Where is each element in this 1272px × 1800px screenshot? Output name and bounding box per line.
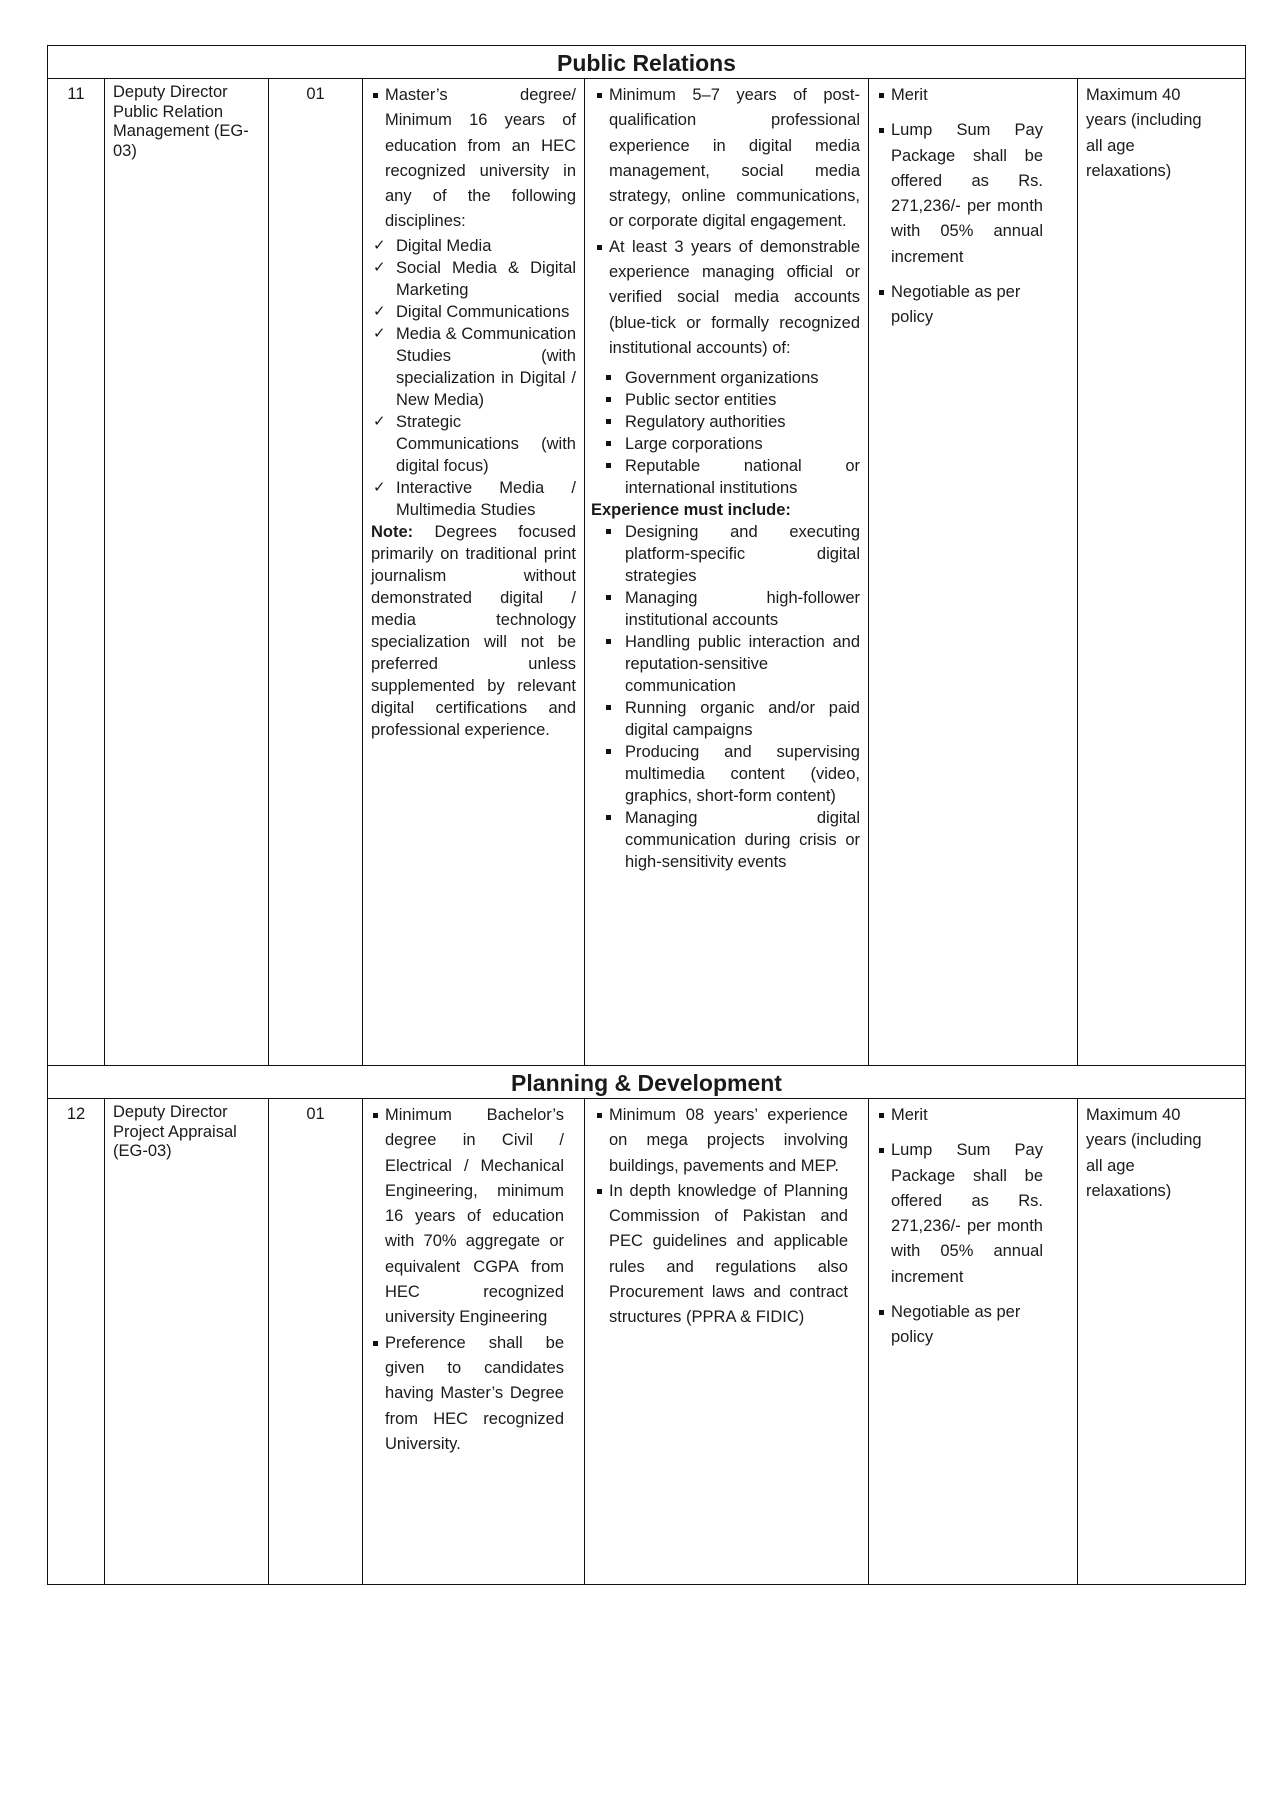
table-row (48, 1099, 1246, 1585)
section-heading-planning-development: Planning & Development (48, 1066, 1246, 1099)
serial-number: 11 (48, 79, 105, 1066)
must-include-item: Producing and supervising multimedia content (video, graphics, short-form content) (595, 741, 860, 807)
must-include-item: Managing high-follower institutional accounts (595, 587, 860, 631)
account-type-item: Government organizations (595, 367, 860, 389)
discipline-item: ✓ Media & Communication Studies (with specialization in Digital / New Media) (371, 323, 576, 411)
discipline-item: ✓ Social Media & Digital Marketing (371, 257, 576, 301)
must-include-item: Running organic and/or paid digital campaigns (595, 697, 860, 741)
note-text: Degrees focused primarily on traditional print journalism without demonstrated digital / media technology specialization will not be preferred unless supplemented by relevant digital certifications and professional experience. (371, 522, 576, 739)
recruitment-list (877, 83, 1069, 331)
must-include-item: Handling public interaction and reputation-sensitive communication (595, 631, 860, 697)
job-vacancies-table (47, 45, 1246, 1585)
qualification-list (371, 1103, 564, 1457)
account-type-item: Regulatory authorities (595, 411, 860, 433)
must-include-item: Managing digital communication during crisis or high-sensitivity events (595, 807, 860, 873)
experience-must-include-label: Experience must include: (591, 501, 791, 520)
recruitment-item: Lump Sum Pay Package shall be offered as Rs. 271,236/- per month with 05% annual increment (877, 118, 1069, 270)
experience-item (595, 235, 860, 499)
recruitment-item: Negotiable as per policy (877, 1300, 1069, 1351)
discipline-list (371, 235, 576, 521)
must-include-list (595, 521, 860, 873)
qualification-cell (363, 79, 585, 1066)
experience-item: Minimum 08 years’ experience on mega projects involving buildings, pavements and MEP. (595, 1103, 848, 1179)
experience-list (595, 83, 860, 499)
experience-item: In depth knowledge of Planning Commission of Pakistan and PEC guidelines and applicable rules and regulations also Procurement laws and contract structures (PPRA & FIDIC) (595, 1179, 848, 1331)
qualification-note (371, 521, 576, 741)
account-type-list (595, 367, 860, 499)
account-type-item: Reputable national or international institutions (595, 455, 860, 499)
experience-cell (585, 1099, 869, 1585)
experience-list (595, 1103, 848, 1331)
age-limit: Maximum 40 years (including all age relaxations) (1078, 1099, 1246, 1585)
discipline-item: ✓ Strategic Communications (with digital focus) (371, 411, 576, 477)
recruitment-item: Negotiable as per policy (877, 280, 1069, 331)
discipline-item: ✓ Digital Communications (371, 301, 576, 323)
experience-cell (585, 79, 869, 1066)
qualification-item: Preference shall be given to candidates having Master’s Degree from HEC recognized University. (371, 1331, 564, 1457)
table-row (48, 79, 1246, 1066)
serial-number: 12 (48, 1099, 105, 1585)
experience-item: Minimum 5–7 years of post-qualification professional experience in digital media management, social media strategy, online communications, or corporate digital engagement. (595, 83, 860, 235)
section-header-row (48, 1066, 1246, 1099)
age-limit: Maximum 40 years (including all age relaxations) (1078, 79, 1246, 1066)
discipline-item: ✓ Interactive Media / Multimedia Studies (371, 477, 576, 521)
section-heading-public-relations: Public Relations (48, 46, 1246, 79)
recruitment-list (877, 1103, 1069, 1351)
qualification-list (371, 83, 576, 235)
recruitment-item: Merit (877, 83, 1069, 108)
qualification-cell (363, 1099, 585, 1585)
account-type-item: Public sector entities (595, 389, 860, 411)
discipline-item: ✓ Digital Media (371, 235, 576, 257)
post-title: Deputy Director Project Appraisal (EG-03) (105, 1099, 269, 1585)
recruitment-cell (869, 79, 1078, 1066)
section-header-row (48, 46, 1246, 79)
experience-item-text: At least 3 years of demonstrable experience managing official or verified social media accounts (blue-tick or formally recognized institutional accounts) of: (609, 237, 860, 357)
account-type-item: Large corporations (595, 433, 860, 455)
post-title: Deputy Director Public Relation Management (EG-03) (105, 79, 269, 1066)
note-label: Note: (371, 522, 414, 541)
qualification-item: Minimum Bachelor’s degree in Civil / Electrical / Mechanical Engineering, minimum 16 years of education with 70% aggregate or equivalent CGPA from HEC recognized university Engineering (371, 1103, 564, 1331)
recruitment-cell (869, 1099, 1078, 1585)
number-of-posts: 01 (269, 79, 363, 1066)
recruitment-item: Lump Sum Pay Package shall be offered as Rs. 271,236/- per month with 05% annual increment (877, 1138, 1069, 1290)
recruitment-item: Merit (877, 1103, 1069, 1128)
number-of-posts: 01 (269, 1099, 363, 1585)
qualification-item: Master’s degree/ Minimum 16 years of education from an HEC recognized university in any of the following disciplines: (371, 83, 576, 235)
must-include-item: Designing and executing platform-specific digital strategies (595, 521, 860, 587)
